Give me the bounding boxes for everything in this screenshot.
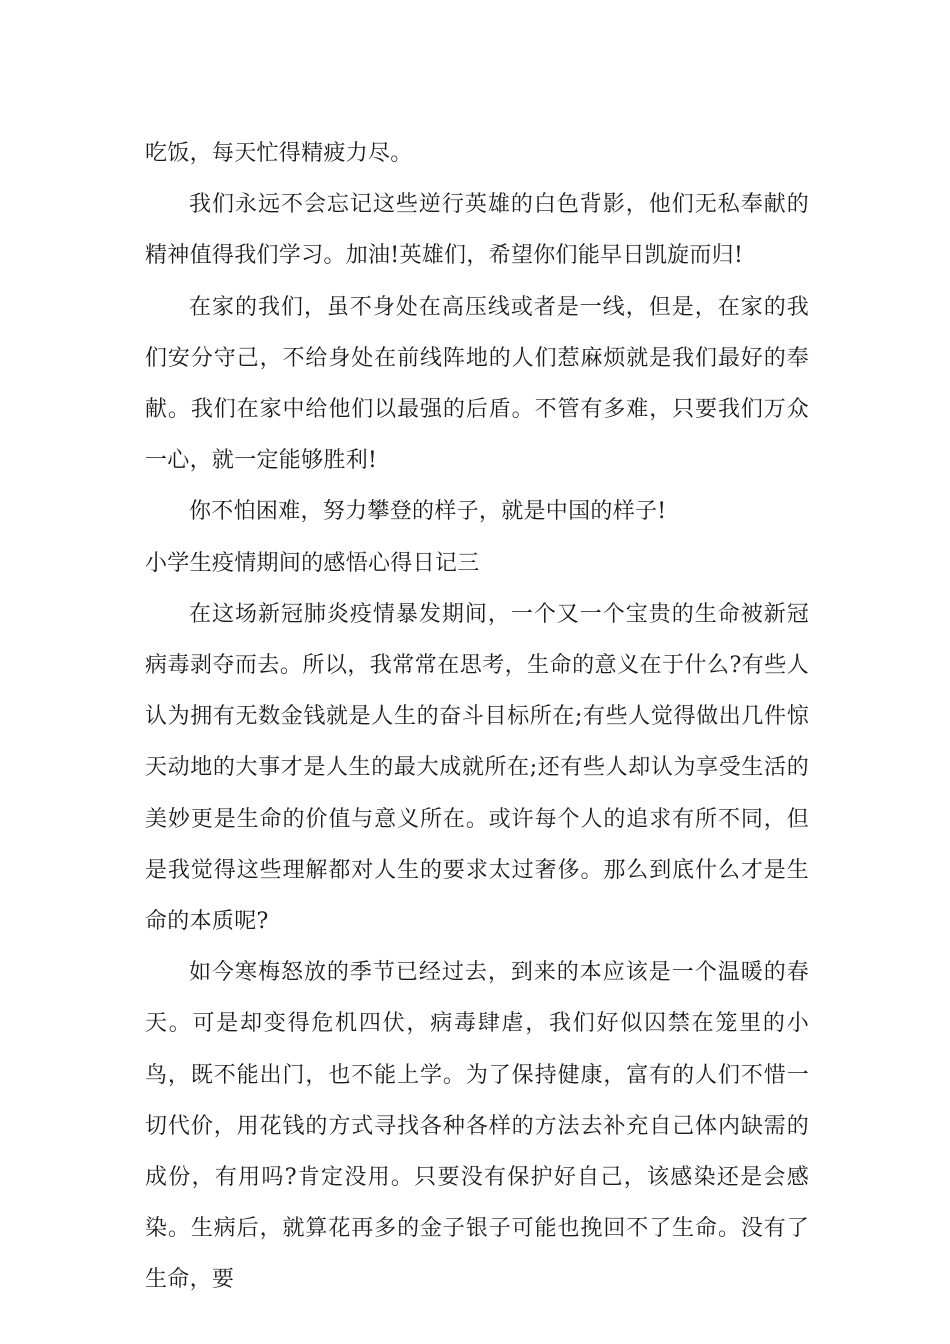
paragraph-meaning-of-life: 在这场新冠肺炎疫情暴发期间，一个又一个宝贵的生命被新冠病毒剥夺而去。所以，我常常在思考，生命的意义在于什么?有些人认为拥有无数金钱就是人生的奋斗目标所在;有些人觉得做出几件惊天动地的大事才是人生的最大成就所在;还有些人却认为享受生活的美妙更是生命的价值与意义所在。或许每个人的追求有所不同，但是我觉得这些理解都对人生的要求太过奢侈。那么到底什么才是生命的本质呢?	[145, 601, 809, 935]
paragraph-china: 你不怕困难，努力攀登的样子，就是中国的样子!	[189, 499, 667, 525]
paragraph-at-home: 在家的我们，虽不身处在高压线或者是一线，但是，在家的我们安分守己，不给身处在前线阵地的人们惹麻烦就是我们最好的奉献。我们在家中给他们以最强的后盾。不管有多难，只要我们万众一心，就一定能够胜利!	[145, 294, 809, 474]
document-body	[145, 128, 809, 1306]
paragraph-continuation: 吃饭，每天忙得精疲力尽。	[145, 141, 413, 166]
paragraph-spring: 如今寒梅怒放的季节已经过去，到来的本应该是一个温暖的春天。可是却变得危机四伏，病毒肆虐，我们好似囚禁在笼里的小鸟，既不能出门，也不能上学。为了保持健康，富有的人们不惜一切代价，用花钱的方式寻找各种各样的方法去补充自己体内缺需的成份，有用吗?肯定没用。只要没有保护好自己，该感染还是会感染。生病后，就算花再多的金子银子可能也挽回不了生命。没有了生命，要	[145, 960, 809, 1293]
section-title: 小学生疫情期间的感悟心得日记三	[145, 550, 480, 576]
paragraph-heroes: 我们永远不会忘记这些逆行英雄的白色背影，他们无私奉献的精神值得我们学习。加油!英雄们，希望你们能早日凯旋而归!	[145, 192, 809, 269]
